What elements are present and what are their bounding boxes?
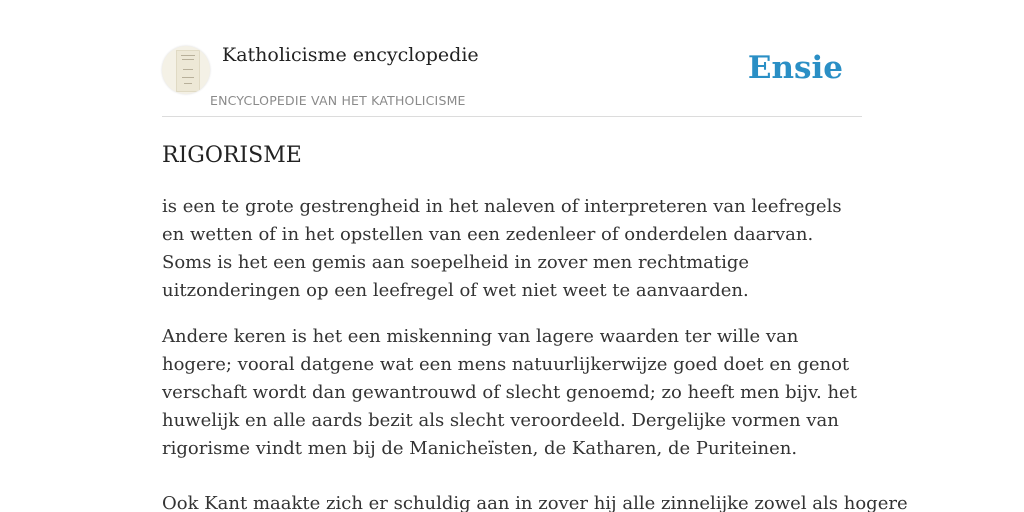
site-title[interactable]: Katholicisme encyclopedie bbox=[222, 44, 479, 66]
logo-line bbox=[184, 83, 192, 84]
logo-line bbox=[183, 69, 193, 70]
logo-book-shape bbox=[176, 50, 200, 92]
logo-line bbox=[182, 59, 194, 60]
book-cover-icon[interactable] bbox=[162, 46, 210, 94]
article-paragraph: is een te grote gestrengheid in het naleven of interpreteren van leefregels en wetten of in het opstellen van een zedenleer of onderdelen daarvan. Soms is het een gemis aan soepelheid in zover men rechtmatige uitzonderingen op een leefregel of wet niet weet te aanvaarden. bbox=[162, 196, 842, 301]
article-paragraph: Ook Kant maakte zich er schuldig aan in zover hij alle zinnelijke zowel als hogere bbox=[162, 493, 908, 512]
page bbox=[162, 0, 908, 512]
site-subtitle: ENCYCLOPEDIE VAN HET KATHOLICISME bbox=[210, 93, 466, 108]
ensie-logo-link[interactable]: Ensie bbox=[747, 50, 843, 86]
article-paragraph: Andere keren is het een miskenning van lagere waarden ter wille van hogere; vooral datgene wat een mens natuurlijkerwijze goed doet en genot verschaft wordt dan gewantrouwd of slecht genoemd; zo heeft men bijv. het huwelijk en alle aards bezit als slecht veroordeeld. Dergelijke vormen van rigorisme vindt men bij de Manicheïsten, de Katharen, de Puriteinen. bbox=[162, 326, 857, 459]
article-title: RIGORISME bbox=[162, 143, 302, 168]
logo-line bbox=[182, 77, 194, 78]
site-header bbox=[162, 0, 862, 117]
logo-line bbox=[181, 55, 195, 56]
